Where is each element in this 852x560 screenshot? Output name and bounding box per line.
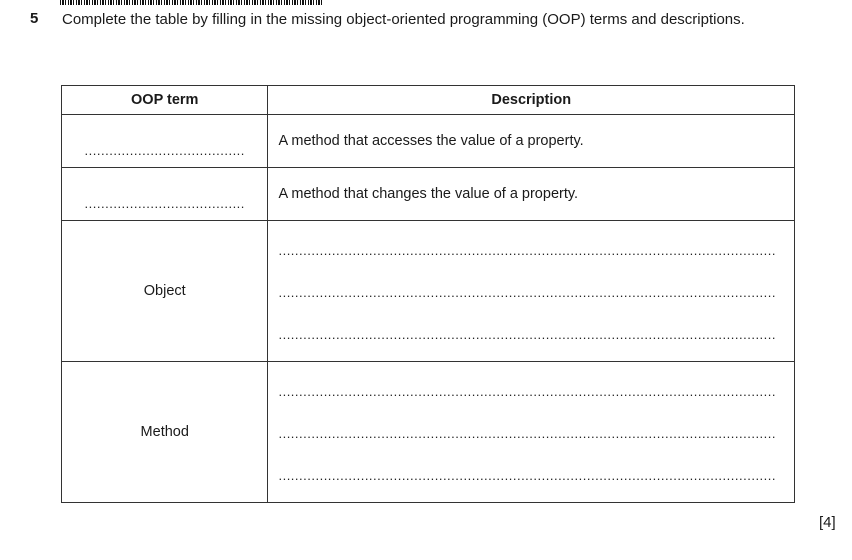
term-answer-cell[interactable]: [62, 115, 268, 168]
table-row: [62, 362, 795, 503]
answer-line[interactable]: .........................................................................................................................: [278, 426, 776, 441]
term-cell: Object: [62, 221, 268, 362]
header-oop-term: OOP term: [62, 86, 268, 115]
term-cell: Method: [62, 362, 268, 503]
description-answer-cell[interactable]: [268, 221, 795, 362]
answer-line[interactable]: .........................................................................................................................: [278, 285, 776, 300]
marks-allocation: [4]: [819, 514, 836, 531]
description-cell: [268, 115, 795, 168]
answer-line[interactable]: .........................................................................................................................: [278, 468, 776, 483]
oop-table: [61, 85, 795, 503]
table-row: [62, 168, 795, 221]
question-text: Complete the table by filling in the missing object-oriented programming (OOP) terms and descriptions.: [62, 11, 745, 28]
description-text: A method that changes the value of a property.: [278, 186, 579, 202]
answer-line[interactable]: .........................................................................................................................: [278, 327, 776, 342]
question-number: 5: [30, 10, 39, 27]
description-text: A method that accesses the value of a property.: [278, 133, 584, 149]
description-cell: [268, 168, 795, 221]
term-answer-cell[interactable]: [62, 168, 268, 221]
description-answer-cell[interactable]: [268, 362, 795, 503]
answer-line: .......................................: [84, 195, 245, 211]
table-row: [62, 115, 795, 168]
table-header-row: [62, 86, 795, 115]
table-row: [62, 221, 795, 362]
header-description: Description: [268, 86, 795, 115]
barcode: [60, 0, 322, 5]
answer-line: .......................................: [84, 142, 245, 158]
answer-line[interactable]: .........................................................................................................................: [278, 243, 776, 258]
answer-line[interactable]: .........................................................................................................................: [278, 384, 776, 399]
